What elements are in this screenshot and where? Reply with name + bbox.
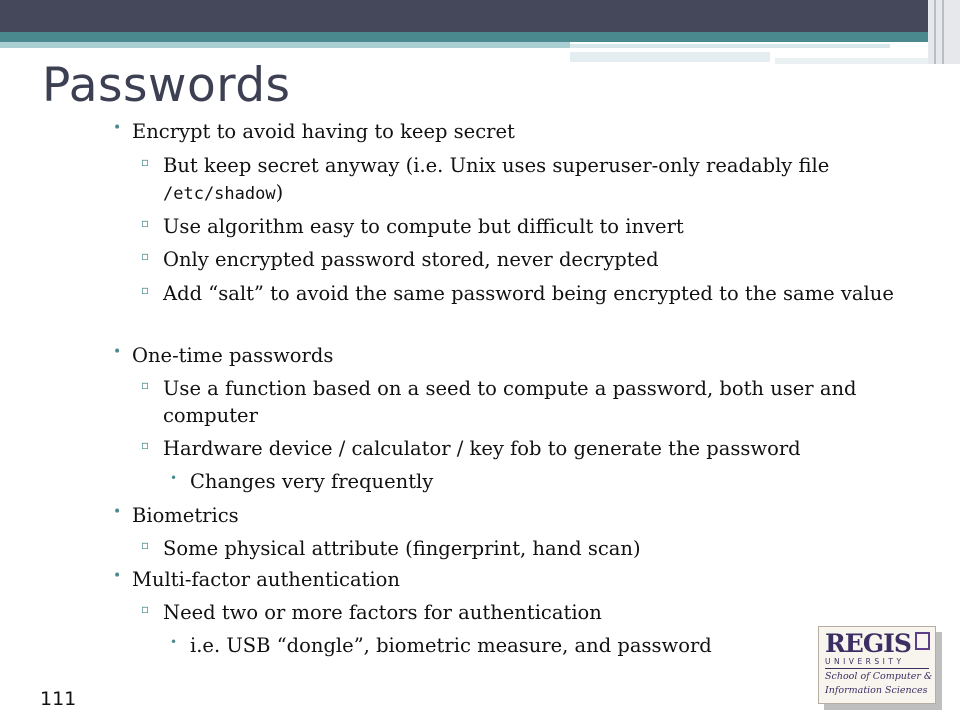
bullet-square-icon: ▫	[141, 283, 150, 297]
list-item: Need two or more factors for authentication	[163, 601, 602, 624]
bullet-square-icon: ▫	[141, 249, 150, 263]
list-item-text: But keep secret anyway (i.e. Unix uses superuser-only readably file	[163, 154, 830, 177]
list-item: i.e. USB “dongle”, biometric measure, and password	[190, 634, 712, 657]
bullet-dot-icon: •	[113, 568, 122, 584]
list-item: Add “salt” to avoid the same password being encrypted to the same value	[163, 282, 894, 305]
bullet-dot-icon: •	[113, 120, 122, 136]
list-item	[163, 152, 908, 208]
list-item: Changes very frequently	[190, 470, 434, 493]
bullet-dot-icon: •	[113, 504, 122, 520]
list-item: Only encrypted password stored, never decrypted	[163, 248, 659, 271]
header-teal-bar	[0, 32, 960, 42]
regis-university-logo	[818, 626, 943, 710]
bullet-square-icon: ▫	[141, 216, 150, 230]
bullet-square-icon: ▫	[141, 538, 150, 552]
logo-emblem-icon	[915, 632, 930, 650]
logo-rule	[825, 668, 929, 669]
bullet-dot-icon: •	[113, 344, 122, 360]
logo-box	[818, 626, 936, 704]
logo-name: REGIS	[825, 629, 911, 658]
slide-title: Passwords	[42, 58, 291, 113]
logo-subtitle: UNIVERSITY	[825, 657, 905, 666]
list-item: Encrypt to avoid having to keep secret	[132, 120, 515, 143]
bullet-small-dot-icon: •	[170, 635, 178, 649]
list-item: Some physical attribute (fingerprint, hand scan)	[163, 537, 641, 560]
list-item: Biometrics	[132, 504, 239, 527]
header-strip	[775, 58, 930, 64]
list-item-text: )	[275, 181, 284, 204]
list-item: Use a function based on a seed to compute a password, both user and computer	[163, 377, 857, 427]
header-strip	[570, 44, 890, 48]
bullet-small-dot-icon: •	[170, 471, 178, 485]
bullet-square-icon: ▫	[141, 602, 150, 616]
file-path: /etc/shadow	[163, 184, 276, 204]
list-item: Use algorithm easy to compute but difficult to invert	[163, 215, 684, 238]
list-item: One-time passwords	[132, 344, 334, 367]
bullet-square-icon: ▫	[141, 438, 150, 452]
header-light-bar	[0, 42, 570, 48]
corner-decoration	[928, 0, 960, 64]
list-item: Multi-factor authentication	[132, 568, 400, 591]
logo-school-line1: School of Computer &	[825, 671, 933, 682]
header-dark-bar	[0, 0, 960, 32]
logo-school-line2: Information Sciences	[825, 685, 928, 696]
bullet-square-icon: ▫	[141, 155, 150, 169]
page-number: 111	[40, 688, 77, 710]
bullet-square-icon: ▫	[141, 378, 150, 392]
list-item: Hardware device / calculator / key fob to generate the password	[163, 437, 801, 460]
header-strip	[570, 52, 770, 62]
